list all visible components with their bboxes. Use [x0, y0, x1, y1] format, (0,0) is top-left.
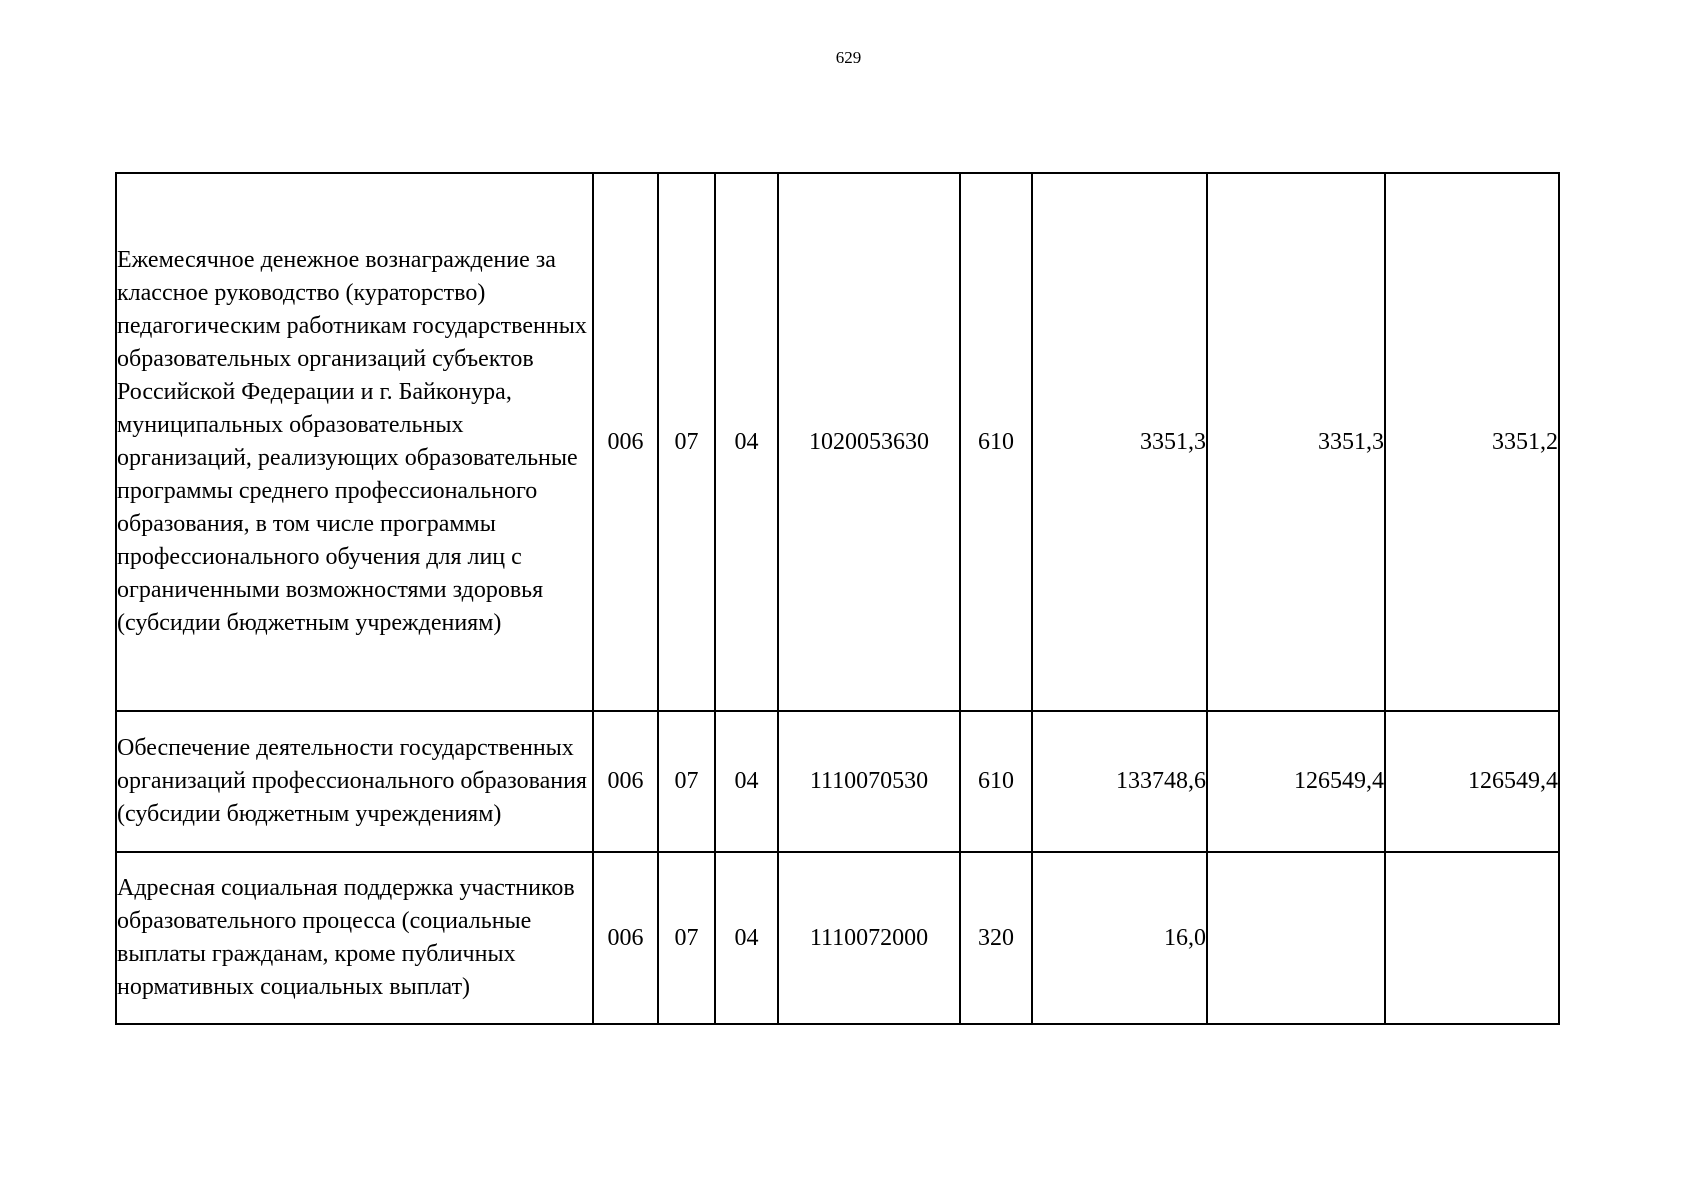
subsection-code-cell: 04	[715, 711, 778, 852]
amount-2-cell	[1207, 852, 1385, 1024]
target-article-cell: 1110072000	[778, 852, 960, 1024]
ministry-code-cell: 006	[593, 173, 658, 711]
section-code-cell: 07	[658, 173, 715, 711]
table-row	[116, 711, 1559, 852]
expense-type-cell: 610	[960, 173, 1032, 711]
target-article-cell: 1110070530	[778, 711, 960, 852]
amount-1-cell: 3351,3	[1032, 173, 1207, 711]
amount-2-cell: 126549,4	[1207, 711, 1385, 852]
expense-name-cell: Обеспечение деятельности государственных организаций профессионального образования (субсидии бюджетным учреждениям)	[116, 711, 593, 852]
section-code-cell: 07	[658, 711, 715, 852]
table-row	[116, 852, 1559, 1024]
expense-type-cell: 320	[960, 852, 1032, 1024]
expense-name-cell: Ежемесячное денежное вознаграждение за классное руководство (кураторство) педагогическим работникам государственных образовательных организаций субъектов Российской Федерации и г. Байконура, муниципальных образовательных организаций, реализующих образовательные программы среднего профессионального образования, в том числе программы профессионального обучения для лиц с ограниченными возможностями здоровья (субсидии бюджетным учреждениям)	[116, 173, 593, 711]
target-article-cell: 1020053630	[778, 173, 960, 711]
expense-name-cell: Адресная социальная поддержка участников образовательного процесса (социальные выплаты гражданам, кроме публичных нормативных социальных выплат)	[116, 852, 593, 1024]
amount-2-cell: 3351,3	[1207, 173, 1385, 711]
subsection-code-cell: 04	[715, 173, 778, 711]
table-row	[116, 173, 1559, 711]
budget-table	[115, 172, 1560, 1025]
amount-3-cell: 3351,2	[1385, 173, 1559, 711]
amount-1-cell: 16,0	[1032, 852, 1207, 1024]
subsection-code-cell: 04	[715, 852, 778, 1024]
section-code-cell: 07	[658, 852, 715, 1024]
amount-1-cell: 133748,6	[1032, 711, 1207, 852]
amount-3-cell	[1385, 852, 1559, 1024]
page-number: 629	[835, 48, 862, 67]
expense-type-cell: 610	[960, 711, 1032, 852]
ministry-code-cell: 006	[593, 711, 658, 852]
amount-3-cell: 126549,4	[1385, 711, 1559, 852]
ministry-code-cell: 006	[593, 852, 658, 1024]
